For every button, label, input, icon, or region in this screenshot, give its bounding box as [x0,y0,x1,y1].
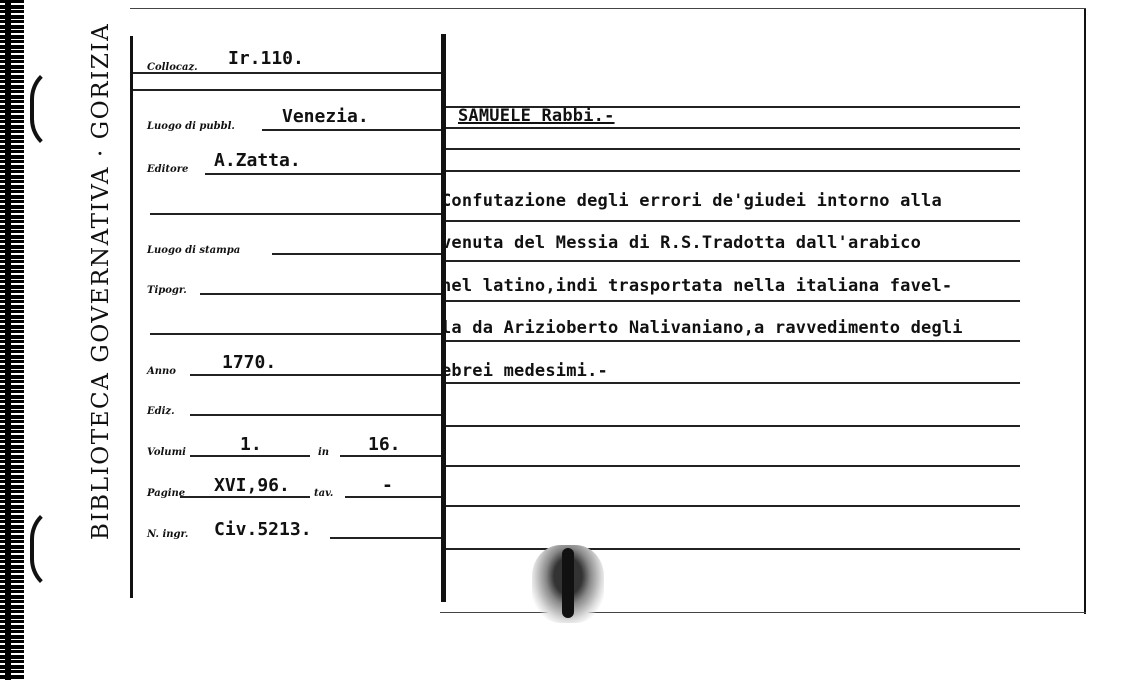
label-volumi: Volumi [147,447,186,458]
value-formato: 16. [368,434,401,455]
label-tav: tav. [314,488,334,499]
value-anno: 1770. [222,352,277,373]
value-editore: A.Zatta. [214,150,301,171]
library-name: BIBLIOTECA GOVERNATIVA · GORIZIA [88,22,114,540]
rule-right-2 [446,127,1020,129]
rule-formato [340,455,441,457]
rule-right-4 [446,170,1020,172]
rule-anno [190,374,441,376]
author-heading: SAMUELE Rabbi.- [458,106,615,126]
top-card-edge [130,8,1086,9]
value-n-ingr: Civ.5213. [214,519,312,540]
value-collocazione: Ir.110. [228,48,304,69]
rule-right-13 [446,548,1020,550]
title-line-3: nel latino,indi trasportata nella italiana favel- [441,276,953,296]
label-anno: Anno [147,366,176,377]
rule-right-7 [446,300,1020,302]
right-card-edge [1084,8,1086,614]
label-editore: Editore [147,164,189,175]
value-luogo-pubbl: Venezia. [282,106,369,127]
title-line-5: ebrei medesimi.- [441,361,608,381]
label-tipogr: Tipogr. [147,285,187,296]
rule-right-10 [446,425,1020,427]
rule-right-6 [446,260,1020,262]
label-luogo-stampa: Luogo di stampa [147,245,241,256]
rule-right-5 [446,220,1020,222]
label-n-ingr: N. ingr. [147,529,189,540]
rule-blank-1 [150,213,441,215]
value-pagine: XVI,96. [214,475,290,496]
rule-right-9 [446,382,1020,384]
bottom-card-edge [440,612,1086,613]
title-line-4: la da Arizioberto Nalivaniano,a ravvedimento degli [441,318,963,338]
rule-volumi [190,455,310,457]
rule-header-bottom [133,89,441,91]
rule-luogo-pubbl [262,129,441,131]
punch-hole-top [30,65,64,153]
rule-tipogr [200,293,441,295]
rule-pagine [180,496,310,498]
rule-right-12 [446,505,1020,507]
rule-right-3 [446,148,1020,150]
ink-stamp-core [562,548,574,618]
rule-n-ingr [330,537,441,539]
title-line-1: Confutazione degli errori de'giudei intorno alla [441,191,942,211]
title-line-2: venuta del Messia di R.S.Tradotta dall'arabico [441,233,922,253]
label-in: in [318,447,330,458]
label-luogo-pubbl: Luogo di pubbl. [147,121,235,132]
value-tav: - [382,475,393,496]
rule-ediz [190,414,441,416]
label-ediz: Ediz. [147,406,175,417]
left-column-rule [130,36,133,598]
rule-right-8 [446,340,1020,342]
rule-tav [345,496,441,498]
rule-editore [205,173,441,175]
rule-blank-2 [150,333,441,335]
label-pagine: Pagine [147,488,186,499]
rule-luogo-stampa [272,253,441,255]
label-collocazione: Collocaz. [147,62,198,73]
rule-right-11 [446,465,1020,467]
card-binding-edge [0,0,24,680]
punch-hole-bottom [30,505,64,593]
value-volumi: 1. [240,434,262,455]
